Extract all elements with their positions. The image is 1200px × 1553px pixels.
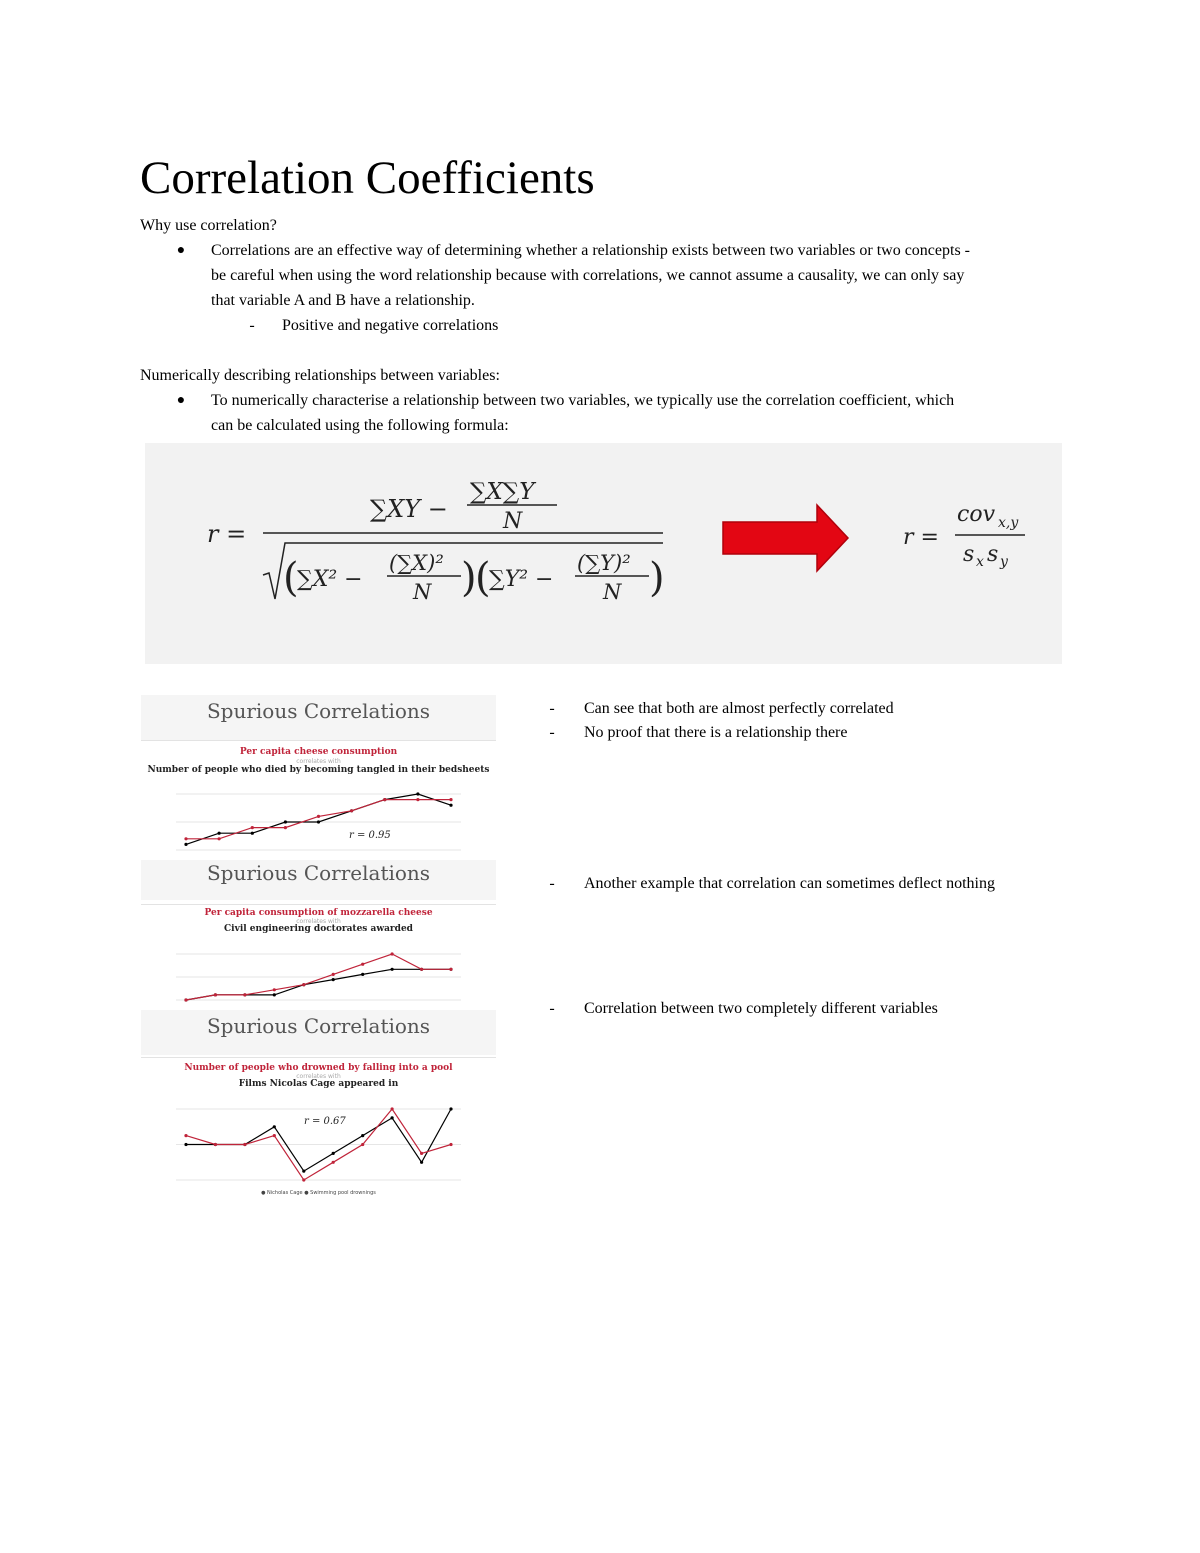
note-text: Can see that both are almost perfectly correlated bbox=[584, 700, 894, 717]
data-point bbox=[302, 1170, 305, 1173]
dash-marker: - bbox=[549, 700, 555, 717]
data-point bbox=[391, 968, 394, 971]
formula-rhs-r: r = bbox=[903, 525, 939, 550]
chart-correlates-label: correlates with bbox=[296, 1073, 341, 1080]
data-point bbox=[251, 826, 254, 829]
spurious-chart-panel-2 bbox=[141, 860, 496, 1010]
data-point bbox=[332, 1152, 335, 1155]
formula-image bbox=[145, 443, 1062, 664]
dash-marker: - bbox=[249, 317, 255, 334]
formula-den-n: N bbox=[603, 580, 622, 604]
data-point bbox=[391, 952, 394, 955]
data-point bbox=[449, 1107, 452, 1110]
formula-paren: ) bbox=[649, 555, 665, 601]
divider bbox=[141, 1057, 496, 1058]
formula-den-sum-y2: ∑Y² − bbox=[489, 567, 554, 592]
data-point bbox=[184, 1134, 187, 1137]
data-point bbox=[184, 843, 187, 846]
data-point bbox=[273, 1125, 276, 1128]
data-point bbox=[449, 798, 452, 801]
data-point bbox=[273, 988, 276, 991]
data-point bbox=[302, 1178, 305, 1181]
dash-marker: - bbox=[549, 875, 555, 892]
data-point bbox=[420, 968, 423, 971]
divider bbox=[141, 740, 496, 741]
divider bbox=[141, 904, 496, 905]
chart-variable-2: Civil engineering doctorates awarded bbox=[224, 924, 413, 934]
formula-rhs-cov: cov bbox=[957, 502, 995, 527]
note-text: Another example that correlation can sometimes deflect nothing bbox=[584, 875, 995, 892]
dash-marker: - bbox=[549, 724, 555, 741]
data-point bbox=[420, 1161, 423, 1164]
formula-r-lhs: r = bbox=[207, 520, 247, 548]
formula-den-sum-y-sq: (∑Y)² bbox=[577, 551, 631, 575]
formula-rhs-sub1: x bbox=[976, 554, 984, 570]
data-point bbox=[218, 837, 221, 840]
formula-numerator-main: ∑XY − bbox=[370, 495, 448, 523]
data-point bbox=[332, 978, 335, 981]
section-heading-why: Why use correlation? bbox=[140, 217, 277, 234]
data-point bbox=[317, 815, 320, 818]
data-point bbox=[361, 1134, 364, 1137]
formula-rhs-sub2: y bbox=[1000, 554, 1008, 570]
chart-correlates-label: correlates with bbox=[296, 758, 341, 765]
formula-den-sum-x-sq: (∑X)² bbox=[389, 551, 444, 575]
data-point bbox=[251, 832, 254, 835]
data-point bbox=[420, 1152, 423, 1155]
data-point bbox=[218, 832, 221, 835]
data-point bbox=[383, 798, 386, 801]
note-text: Correlation between two completely different variables bbox=[584, 1000, 938, 1017]
bullet-text-line: To numerically characterise a relationship between two variables, we typically use the correlation coefficient, which bbox=[211, 392, 955, 409]
formula-rhs-s2: s bbox=[987, 542, 999, 567]
note-text: No proof that there is a relationship there bbox=[584, 724, 848, 741]
data-point bbox=[273, 993, 276, 996]
data-point bbox=[273, 1134, 276, 1137]
bullet-marker: ● bbox=[176, 243, 186, 258]
data-point bbox=[243, 993, 246, 996]
bullet-text-line: can be calculated using the following formula: bbox=[211, 417, 509, 434]
data-point bbox=[361, 1143, 364, 1146]
chart-variable-1: Number of people who drowned by falling into a pool bbox=[184, 1063, 453, 1073]
spurious-chart-1 bbox=[141, 780, 496, 860]
chart-legend: ● Nicholas Cage ● Swimming pool drownings bbox=[261, 1190, 376, 1196]
data-point bbox=[284, 820, 287, 823]
data-point bbox=[361, 973, 364, 976]
data-point bbox=[214, 993, 217, 996]
formula-svg bbox=[145, 443, 1062, 664]
spurious-chart-3 bbox=[141, 1095, 496, 1190]
chart-title: Spurious Correlations bbox=[206, 861, 431, 885]
bullet-text-line: that variable A and B have a relationship. bbox=[211, 292, 475, 309]
red-arrow-shape bbox=[723, 505, 848, 571]
chart-variable-1: Per capita cheese consumption bbox=[239, 747, 398, 757]
data-point bbox=[284, 826, 287, 829]
formula-paren: ( bbox=[475, 555, 491, 601]
formula-paren: ( bbox=[283, 555, 299, 601]
data-point bbox=[350, 809, 353, 812]
r-value-label: r = 0.95 bbox=[349, 830, 391, 841]
formula-numerator-frac-top: ∑X∑Y bbox=[470, 479, 535, 505]
data-point bbox=[332, 1161, 335, 1164]
data-point bbox=[184, 1143, 187, 1146]
chart-variable-2: Films Nicolas Cage appeared in bbox=[238, 1079, 399, 1089]
formula-rhs-cov-sub: x,y bbox=[998, 515, 1019, 531]
data-point bbox=[449, 968, 452, 971]
data-point bbox=[243, 1143, 246, 1146]
sub-item-text: Positive and negative correlations bbox=[282, 317, 499, 334]
section-heading-numerically: Numerically describing relationships between variables: bbox=[140, 367, 500, 384]
data-point bbox=[449, 1143, 452, 1146]
r-value-label: r = 0.67 bbox=[304, 1116, 346, 1127]
page-title: Correlation Coefficients bbox=[140, 152, 595, 204]
data-point bbox=[416, 798, 419, 801]
spurious-chart-panel-1 bbox=[141, 695, 496, 860]
data-point bbox=[302, 983, 305, 986]
formula-den-sum-x2: ∑X² − bbox=[297, 567, 363, 592]
data-point bbox=[214, 1143, 217, 1146]
formula-den-n: N bbox=[413, 580, 432, 604]
bullet-text-line: be careful when using the word relationship because with correlations, we cannot assume a causality, we can only say bbox=[211, 267, 965, 284]
formula-numerator-frac-bottom: N bbox=[503, 509, 523, 534]
data-point bbox=[332, 973, 335, 976]
data-point bbox=[391, 1107, 394, 1110]
dash-marker: - bbox=[549, 1000, 555, 1017]
data-point bbox=[361, 963, 364, 966]
data-point bbox=[449, 804, 452, 807]
data-point bbox=[184, 998, 187, 1001]
data-point bbox=[184, 837, 187, 840]
chart-correlates-label: correlates with bbox=[296, 918, 341, 925]
chart-title: Spurious Correlations bbox=[206, 699, 431, 723]
bullet-marker: ● bbox=[176, 393, 186, 408]
spurious-chart-2 bbox=[141, 940, 496, 1010]
chart-variable-2: Number of people who died by becoming tangled in their bedsheets bbox=[147, 765, 490, 775]
formula-paren: ) bbox=[461, 555, 477, 601]
bullet-text-line: Correlations are an effective way of determining whether a relationship exists between two variables or two concepts - bbox=[211, 242, 970, 259]
data-point bbox=[317, 820, 320, 823]
chart-title: Spurious Correlations bbox=[206, 1014, 431, 1038]
data-point bbox=[416, 792, 419, 795]
data-point bbox=[391, 1116, 394, 1119]
spurious-chart-panel-3 bbox=[141, 1010, 496, 1205]
formula-rhs-s1: s bbox=[963, 542, 975, 567]
chart-variable-1: Per capita consumption of mozzarella cheese bbox=[204, 908, 433, 918]
